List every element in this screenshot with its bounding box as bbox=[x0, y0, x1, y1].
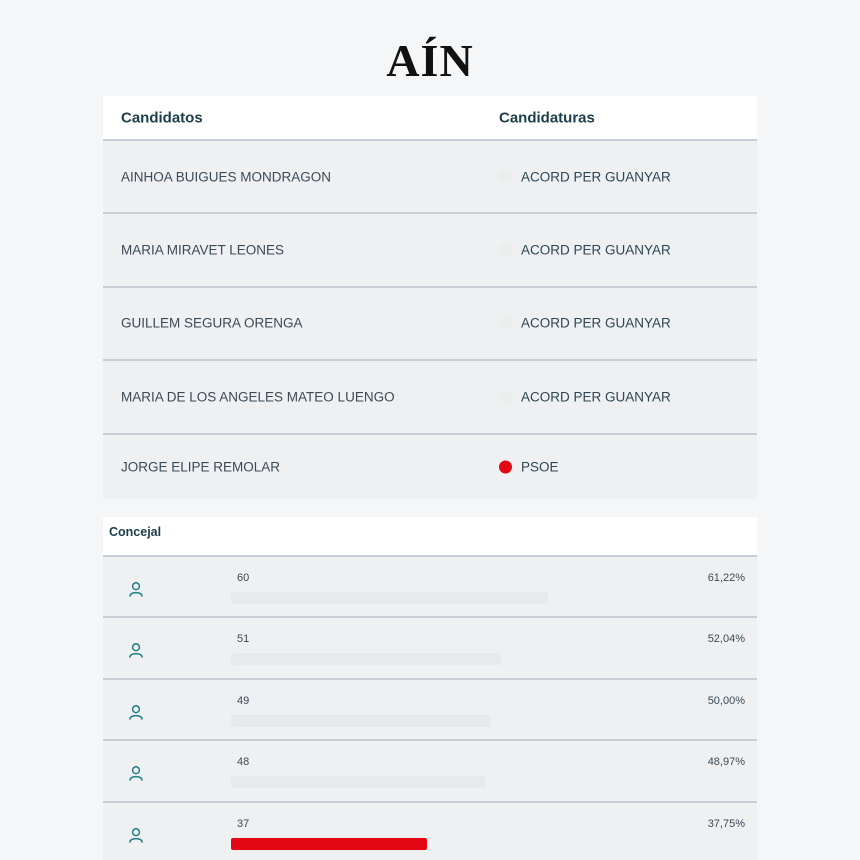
party-name: PSOE bbox=[521, 459, 559, 475]
party-color-dot bbox=[499, 244, 512, 257]
vote-percent: 52,04% bbox=[707, 633, 745, 646]
party-name: ACORD PER GUANYAR bbox=[521, 242, 671, 258]
header-parties: Candidaturas bbox=[499, 109, 595, 126]
vote-row bbox=[103, 803, 757, 860]
party-name: ACORD PER GUANYAR bbox=[521, 315, 671, 331]
vote-bar bbox=[231, 715, 490, 727]
page-title: AÍN bbox=[386, 35, 474, 86]
candidates-table bbox=[103, 96, 757, 499]
candidate-name: GUILLEM SEGURA ORENGA bbox=[121, 315, 303, 331]
vote-bar bbox=[231, 776, 485, 788]
candidate-row bbox=[103, 214, 757, 287]
vote-percent: 50,00% bbox=[707, 694, 745, 707]
candidate-name: AINHOA BUIGUES MONDRAGON bbox=[121, 169, 332, 185]
user-icon bbox=[128, 642, 144, 658]
vote-percent: 48,97% bbox=[707, 756, 745, 769]
candidate-party bbox=[499, 169, 671, 184]
candidate-party bbox=[499, 389, 671, 404]
vote-count: 60 bbox=[237, 572, 250, 584]
vote-count: 48 bbox=[237, 756, 250, 769]
vote-count: 51 bbox=[237, 633, 250, 646]
candidate-row bbox=[103, 141, 757, 214]
party-color-dot bbox=[499, 317, 512, 330]
user-icon bbox=[128, 581, 144, 597]
party-color-dot bbox=[499, 170, 512, 183]
vote-percent: 37,75% bbox=[707, 817, 745, 830]
vote-percent: 61,22% bbox=[707, 572, 745, 584]
vote-count: 49 bbox=[237, 694, 250, 707]
vote-row bbox=[103, 680, 757, 741]
candidate-party bbox=[499, 459, 559, 474]
candidate-row bbox=[103, 435, 757, 499]
vote-row bbox=[103, 618, 757, 679]
user-icon bbox=[128, 704, 144, 720]
vote-bar bbox=[231, 592, 548, 604]
candidate-name: MARIA MIRAVET LEONES bbox=[121, 242, 285, 258]
candidate-name: MARIA DE LOS ANGELES MATEO LUENGO bbox=[121, 389, 395, 405]
user-icon bbox=[128, 827, 144, 843]
party-name: ACORD PER GUANYAR bbox=[521, 169, 671, 185]
candidate-name: JORGE ELIPE REMOLAR bbox=[121, 459, 281, 475]
votes-table-header bbox=[103, 517, 757, 557]
vote-bar bbox=[231, 653, 501, 665]
vote-bar bbox=[231, 838, 427, 850]
user-icon bbox=[128, 765, 144, 781]
vote-row bbox=[103, 741, 757, 802]
header-concejal: Concejal bbox=[109, 525, 162, 539]
header-candidates: Candidatos bbox=[121, 109, 203, 126]
candidate-row bbox=[103, 361, 757, 434]
candidate-party bbox=[499, 316, 671, 331]
candidate-row bbox=[103, 288, 757, 361]
party-color-dot bbox=[499, 390, 512, 403]
party-name: ACORD PER GUANYAR bbox=[521, 389, 671, 405]
votes-table bbox=[103, 517, 757, 860]
vote-count: 37 bbox=[237, 817, 250, 830]
party-color-dot bbox=[499, 460, 512, 473]
candidate-party bbox=[499, 243, 671, 258]
vote-row bbox=[103, 557, 757, 618]
candidates-table-header bbox=[103, 96, 757, 141]
